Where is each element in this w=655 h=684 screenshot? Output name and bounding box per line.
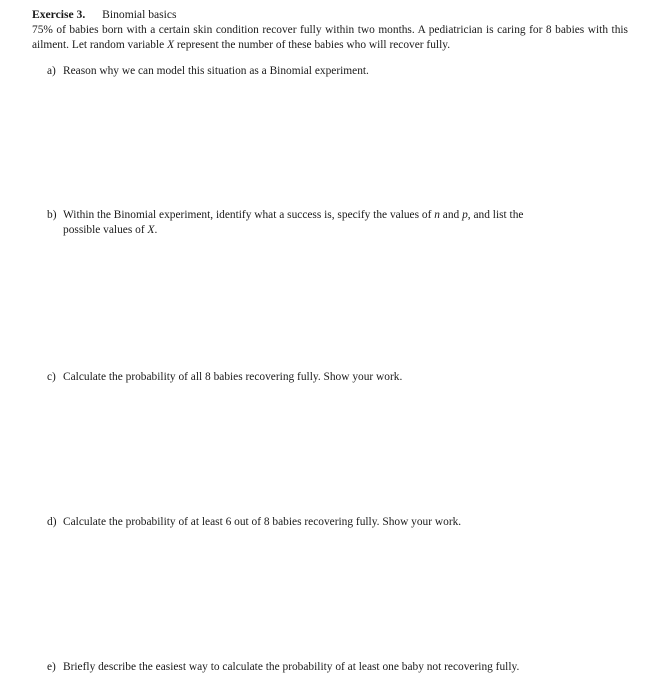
question-letter: c) — [47, 371, 56, 383]
question-letter: e) — [47, 661, 56, 673]
question-letter: d) — [47, 516, 57, 528]
question-text-line1: Within the Binomial experiment, identify what a success is, specify the values of n and p, and list the — [63, 209, 524, 221]
exercise-label: Exercise 3. — [32, 8, 86, 21]
question-c — [47, 370, 627, 385]
question-letter: b) — [47, 209, 57, 221]
question-e — [47, 660, 627, 675]
question-d — [47, 515, 627, 530]
question-text-line2: possible values of X. — [63, 224, 158, 236]
question-text: Briefly describe the easiest way to calculate the probability of at least one baby not recovering fully. — [63, 661, 520, 673]
exercise-intro: 75% of babies born with a certain skin condition recover fully within two months. A pediatrician is caring for 8 babies with this ailment. Let random variable X represent the number of these babies who will recover fully. — [32, 24, 628, 51]
question-b — [47, 208, 627, 238]
question-a — [47, 64, 627, 79]
question-text: Reason why we can model this situation as a Binomial experiment. — [63, 65, 369, 77]
exercise-title: Binomial basics — [102, 8, 177, 21]
question-letter: a) — [47, 65, 56, 77]
exercise-header — [32, 7, 177, 22]
question-text: Calculate the probability of at least 6 out of 8 babies recovering fully. Show your work. — [63, 516, 462, 528]
question-text: Calculate the probability of all 8 babies recovering fully. Show your work. — [63, 371, 403, 383]
